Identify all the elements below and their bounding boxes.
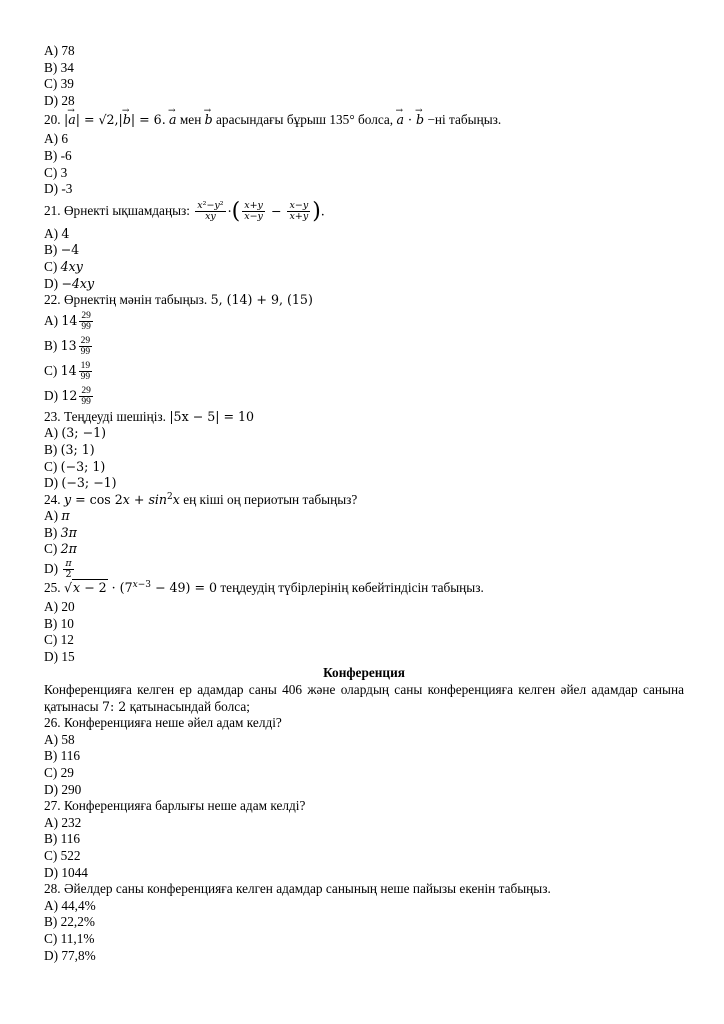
question-text: Өрнекті ықшамдаңыз:: [63, 203, 190, 219]
option-b: B) (3; 1): [44, 441, 95, 457]
option-d: D) 15: [44, 648, 75, 664]
option-c: C) 2π: [44, 541, 77, 557]
option-b: B) 116: [44, 748, 81, 764]
option-a: A) 232: [44, 814, 82, 830]
question-28: 28. Әйелдер саны конференцияға келген адамдар санының неше пайызы екенін табыңыз.: [44, 881, 551, 897]
option-b: B) 13 $\frac{29}{99}$: [44, 335, 91, 357]
option-c: C) 14 $\frac{19}{99}$: [44, 360, 91, 382]
option-d: D) 28: [44, 92, 75, 108]
question-text: мен: [179, 112, 202, 128]
question-number: 25.: [44, 580, 61, 596]
math-expression: 5, (14) + 9, (15): [210, 292, 313, 308]
option-d: D) 12 $\frac{29}{99}$: [44, 385, 91, 407]
option-b: B) 22,2%: [44, 914, 95, 930]
option-d: D) $\frac{\pi}{2}$: [44, 557, 72, 580]
math-expression: |5x − 5| = 10: [169, 408, 255, 424]
option-b: B) 10: [44, 615, 74, 631]
math-expression: |→ a| = √2,|→ b| = 6.: [64, 112, 166, 127]
section-title: Конференция: [323, 665, 405, 681]
document-page: [44, 43, 684, 964]
question-text: арасындағы бұрыш 135° болса,: [216, 112, 394, 128]
option-c: C) 4xy: [44, 258, 83, 274]
question-number: 24.: [44, 491, 61, 507]
option-a: A) 4: [44, 225, 70, 241]
option-c: C) 3: [44, 164, 68, 180]
question-22: [44, 292, 684, 309]
option-b: B) 34: [44, 59, 74, 75]
question-20: 20. |→ a| = √2,|→ b| = 6. → a мен → b арасындағы бұрыш 135° болса, → a · → b −ні табыңыз.: [44, 109, 684, 131]
question-number: 23.: [44, 408, 61, 424]
question-text: Өрнектің мәнін табыңыз.: [63, 292, 208, 308]
option-a: A) π: [44, 508, 70, 524]
question-text: −ні табыңыз.: [427, 112, 502, 128]
math-expression: $\frac{\text{x²−y²}}{xy}$ ·( $\frac{x+y}{x-y}$ − $\frac{x-y}{x+y}$ ).: [197, 198, 325, 224]
option-c: C) 29: [44, 765, 74, 780]
question-number: 20.: [44, 112, 61, 128]
option-b: B) -6: [44, 147, 72, 163]
option-a: A) 78: [44, 43, 75, 58]
option-d: D) (−3; −1): [44, 475, 117, 491]
option-a: A) 58: [44, 731, 75, 747]
option-a: A) 20: [44, 599, 75, 615]
question-number: 21.: [44, 203, 61, 219]
option-d: D) 290: [44, 781, 82, 797]
option-d: D) 77,8%: [44, 947, 96, 963]
question-number: 22.: [44, 292, 61, 308]
question-24: [44, 492, 684, 509]
option-c: C) (−3; 1): [44, 458, 106, 474]
option-b: B) −4: [44, 242, 80, 258]
question-25: [44, 580, 684, 599]
question-27: 27. Конференцияға барлығы неше адам келді?: [44, 798, 306, 814]
option-b: B) 3π: [44, 524, 77, 540]
option-a: A) 14 $\frac{29}{99}$: [44, 310, 91, 332]
question-21: [44, 198, 684, 226]
option-c: C) 522: [44, 847, 81, 863]
option-c: C) 12: [44, 632, 74, 648]
option-d: D) −4xy: [44, 275, 95, 291]
section-paragraph: Конференцияға келген ер адамдар саны 406 және олардың саны конференцияға келген әйел адамдар санына қатынасы 7: 2 қатынасындай болса;: [44, 682, 684, 714]
question-23: [44, 409, 684, 426]
option-c: C) 39: [44, 76, 74, 92]
question-text: ең кіші оң периотын табыңыз?: [183, 491, 358, 507]
option-a: A) 44,4%: [44, 897, 96, 913]
question-text: теңдеудің түбірлерінің көбейтіндісін табыңыз.: [220, 580, 484, 596]
math-expression: $√x - 2 \cdot (7^{x-3} - 49) = 0$: [63, 579, 218, 596]
option-b: B) 116: [44, 831, 81, 847]
math-expression: $y = \cos 2x + \sin^2x$: [63, 491, 180, 507]
option-a: A) (3; −1): [44, 425, 107, 441]
question-text: Теңдеуді шешіңіз.: [63, 408, 166, 424]
option-d: D) 1044: [44, 864, 88, 880]
question-26: 26. Конференцияға неше әйел адам келді?: [44, 715, 282, 731]
option-a: A) 6: [44, 131, 69, 147]
option-d: D) -3: [44, 181, 73, 197]
option-c: C) 11,1%: [44, 930, 95, 946]
